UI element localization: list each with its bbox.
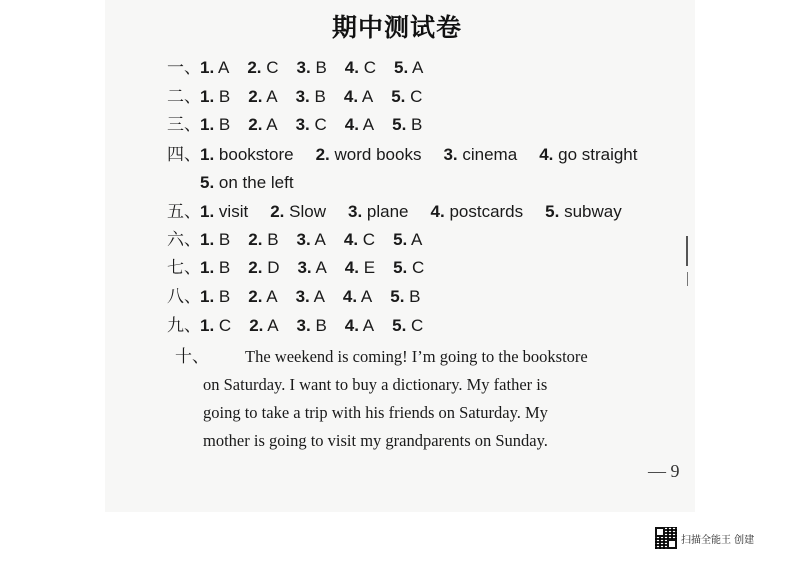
qr-code-icon	[655, 527, 677, 549]
answer-value: B	[218, 87, 231, 106]
answer-value: B	[409, 287, 421, 306]
answer-item	[296, 85, 326, 109]
answer-value: C	[411, 258, 425, 277]
answer-item	[200, 200, 248, 224]
answer-item	[270, 200, 326, 224]
answer-number: 3.	[443, 145, 458, 164]
answer-item	[248, 256, 279, 280]
answer-number: 4.	[343, 230, 359, 249]
answer-item	[297, 314, 327, 338]
answer-number: 2.	[248, 287, 263, 306]
answer-value: B	[218, 115, 231, 134]
answer-item	[344, 85, 373, 109]
answer-item	[200, 113, 230, 137]
answer-number: 1.	[200, 258, 215, 277]
passage-line: mother is going to visit my grandparents on Sunday.	[203, 431, 548, 450]
answer-number: 4.	[539, 145, 554, 164]
answer-item	[392, 113, 422, 137]
answer-row	[167, 285, 439, 309]
answer-value: A	[313, 287, 325, 306]
watermark-text: 扫描全能王 创建	[681, 534, 755, 546]
answer-item	[200, 285, 230, 309]
answer-value: C	[411, 316, 424, 335]
answer-value: B	[314, 87, 326, 106]
answer-value: go straight	[558, 145, 638, 164]
answer-item	[431, 200, 524, 224]
answer-value: plane	[366, 202, 409, 221]
section-number: 一、	[167, 58, 201, 78]
answer-item	[345, 113, 374, 137]
page-number: — 9	[648, 461, 680, 481]
answer-number: 5.	[391, 87, 406, 106]
answer-value: A	[360, 287, 373, 306]
answer-number: 5.	[393, 230, 408, 249]
answer-number: 5.	[545, 202, 560, 221]
answer-value: B	[315, 58, 327, 77]
answer-value: A	[266, 87, 278, 106]
answer-value: Slow	[289, 202, 326, 221]
answer-value: A	[266, 287, 278, 306]
answer-value: A	[217, 58, 230, 77]
answer-number: 3.	[295, 287, 310, 306]
answer-item	[390, 285, 420, 309]
answer-number: 1.	[200, 316, 215, 335]
section-number: 三、	[167, 115, 201, 135]
answer-item	[296, 285, 325, 309]
answer-value: C	[363, 58, 376, 77]
answer-value: A	[315, 258, 327, 277]
answer-value: C	[362, 230, 376, 249]
section-number: 五、	[167, 202, 201, 222]
answer-item	[297, 228, 326, 252]
answer-number: 4.	[344, 258, 359, 277]
answer-number: 3.	[297, 258, 312, 277]
answer-value: B	[218, 287, 231, 306]
answer-item	[343, 285, 372, 309]
answer-item	[200, 143, 294, 167]
section-number: 二、	[167, 87, 201, 107]
answer-row	[167, 256, 442, 280]
answer-number: 5.	[392, 115, 407, 134]
answer-number: 3.	[295, 115, 310, 134]
answer-number: 1.	[200, 115, 215, 134]
answer-item	[248, 285, 277, 309]
answer-number: 2.	[249, 316, 264, 335]
answer-item	[297, 256, 326, 280]
answer-item	[248, 228, 278, 252]
answer-value: B	[218, 230, 231, 249]
answer-number: 5.	[392, 316, 407, 335]
answer-number: 5.	[394, 58, 409, 77]
answer-value: B	[267, 230, 279, 249]
answer-number: 1.	[200, 58, 215, 77]
answer-item	[393, 256, 424, 280]
answer-item	[391, 85, 422, 109]
answer-value: B	[411, 115, 423, 134]
answer-number: 4.	[343, 87, 359, 106]
answer-value: D	[267, 258, 280, 277]
answer-value: A	[362, 115, 375, 134]
answer-number: 3.	[296, 230, 311, 249]
answer-number: 1.	[200, 145, 215, 164]
answer-value: A	[411, 58, 424, 77]
answer-number: 3.	[295, 87, 310, 106]
section-number: 十、	[175, 347, 209, 367]
passage-line: The weekend is coming! I’m going to the bookstore	[245, 347, 588, 366]
answer-item	[200, 256, 230, 280]
section-number: 九、	[167, 316, 201, 336]
passage-line: on Saturday. I want to buy a dictionary. My father is	[203, 375, 548, 394]
answer-item	[393, 228, 422, 252]
answer-value: C	[218, 316, 232, 335]
answer-value: subway	[564, 202, 622, 221]
answer-item	[247, 56, 278, 80]
answer-item	[345, 256, 375, 280]
answer-value: A	[266, 115, 278, 134]
answer-item	[316, 143, 422, 167]
answer-number: 2.	[248, 115, 263, 134]
answer-row	[167, 85, 440, 109]
answer-value: B	[315, 316, 327, 335]
answer-number: 2.	[315, 145, 330, 164]
answer-item	[248, 113, 277, 137]
answer-value: postcards	[449, 202, 524, 221]
answer-number: 1.	[200, 230, 215, 249]
answer-value: cinema	[462, 145, 518, 164]
answer-item	[392, 314, 423, 338]
answer-item	[344, 228, 375, 252]
answer-number: 4.	[344, 58, 359, 77]
answer-value: A	[361, 87, 374, 106]
answer-item	[539, 143, 637, 167]
answer-number: 3.	[296, 58, 311, 77]
answer-value: C	[410, 87, 423, 106]
scan-edge-mark	[686, 236, 688, 266]
answer-value: C	[314, 115, 327, 134]
answer-value: on the left	[218, 173, 294, 192]
answer-number: 3.	[296, 316, 311, 335]
answer-item	[200, 314, 231, 338]
answer-item	[348, 200, 409, 224]
answer-row-continuation	[200, 171, 294, 195]
answer-value: A	[314, 230, 326, 249]
answer-number: 4.	[344, 115, 359, 134]
section-number: 八、	[167, 287, 201, 307]
section-number: 七、	[167, 258, 201, 278]
answer-item	[297, 56, 327, 80]
section-number: 六、	[167, 230, 201, 250]
answer-value: A	[411, 230, 423, 249]
answer-number: 3.	[347, 202, 363, 221]
answer-number: 5.	[393, 258, 408, 277]
answer-value: bookstore	[218, 145, 294, 164]
answer-item	[296, 113, 327, 137]
scanner-watermark	[655, 527, 754, 549]
answer-value: A	[267, 316, 279, 335]
answer-row	[167, 200, 644, 224]
answer-item	[443, 143, 517, 167]
answer-item	[248, 85, 277, 109]
answer-number: 2.	[248, 258, 263, 277]
answer-row	[167, 113, 440, 137]
answer-item	[394, 56, 423, 80]
page-title: 期中测试卷	[331, 13, 462, 42]
answer-number: 2.	[247, 58, 262, 77]
answer-item	[200, 56, 229, 80]
passage-line: going to take a trip with his friends on Saturday. My	[203, 403, 548, 422]
answer-number: 4.	[430, 202, 445, 221]
answer-number: 5.	[200, 173, 215, 192]
answer-number: 1.	[200, 202, 215, 221]
answer-item	[249, 314, 278, 338]
scan-edge-mark	[687, 272, 688, 286]
answer-value: A	[362, 316, 375, 335]
answer-number: 2.	[248, 230, 263, 249]
answer-value: visit	[218, 202, 249, 221]
answer-value: word books	[334, 145, 422, 164]
answer-number: 2.	[270, 202, 285, 221]
answer-item	[200, 228, 230, 252]
answer-row	[167, 56, 441, 80]
answer-number: 5.	[390, 287, 405, 306]
answer-value: C	[266, 58, 279, 77]
answer-value: B	[218, 258, 231, 277]
answer-number: 4.	[344, 316, 359, 335]
answer-row	[167, 314, 441, 338]
answer-number: 1.	[200, 287, 215, 306]
section-number: 四、	[167, 145, 201, 165]
answer-number: 1.	[200, 87, 215, 106]
answer-row	[167, 143, 660, 167]
answer-item	[345, 56, 376, 80]
answer-item	[545, 200, 622, 224]
answer-value: E	[363, 258, 376, 277]
answer-item	[200, 85, 230, 109]
answer-row	[167, 228, 440, 252]
answer-item	[345, 314, 374, 338]
answer-number: 4.	[342, 287, 358, 306]
answer-number: 2.	[248, 87, 263, 106]
